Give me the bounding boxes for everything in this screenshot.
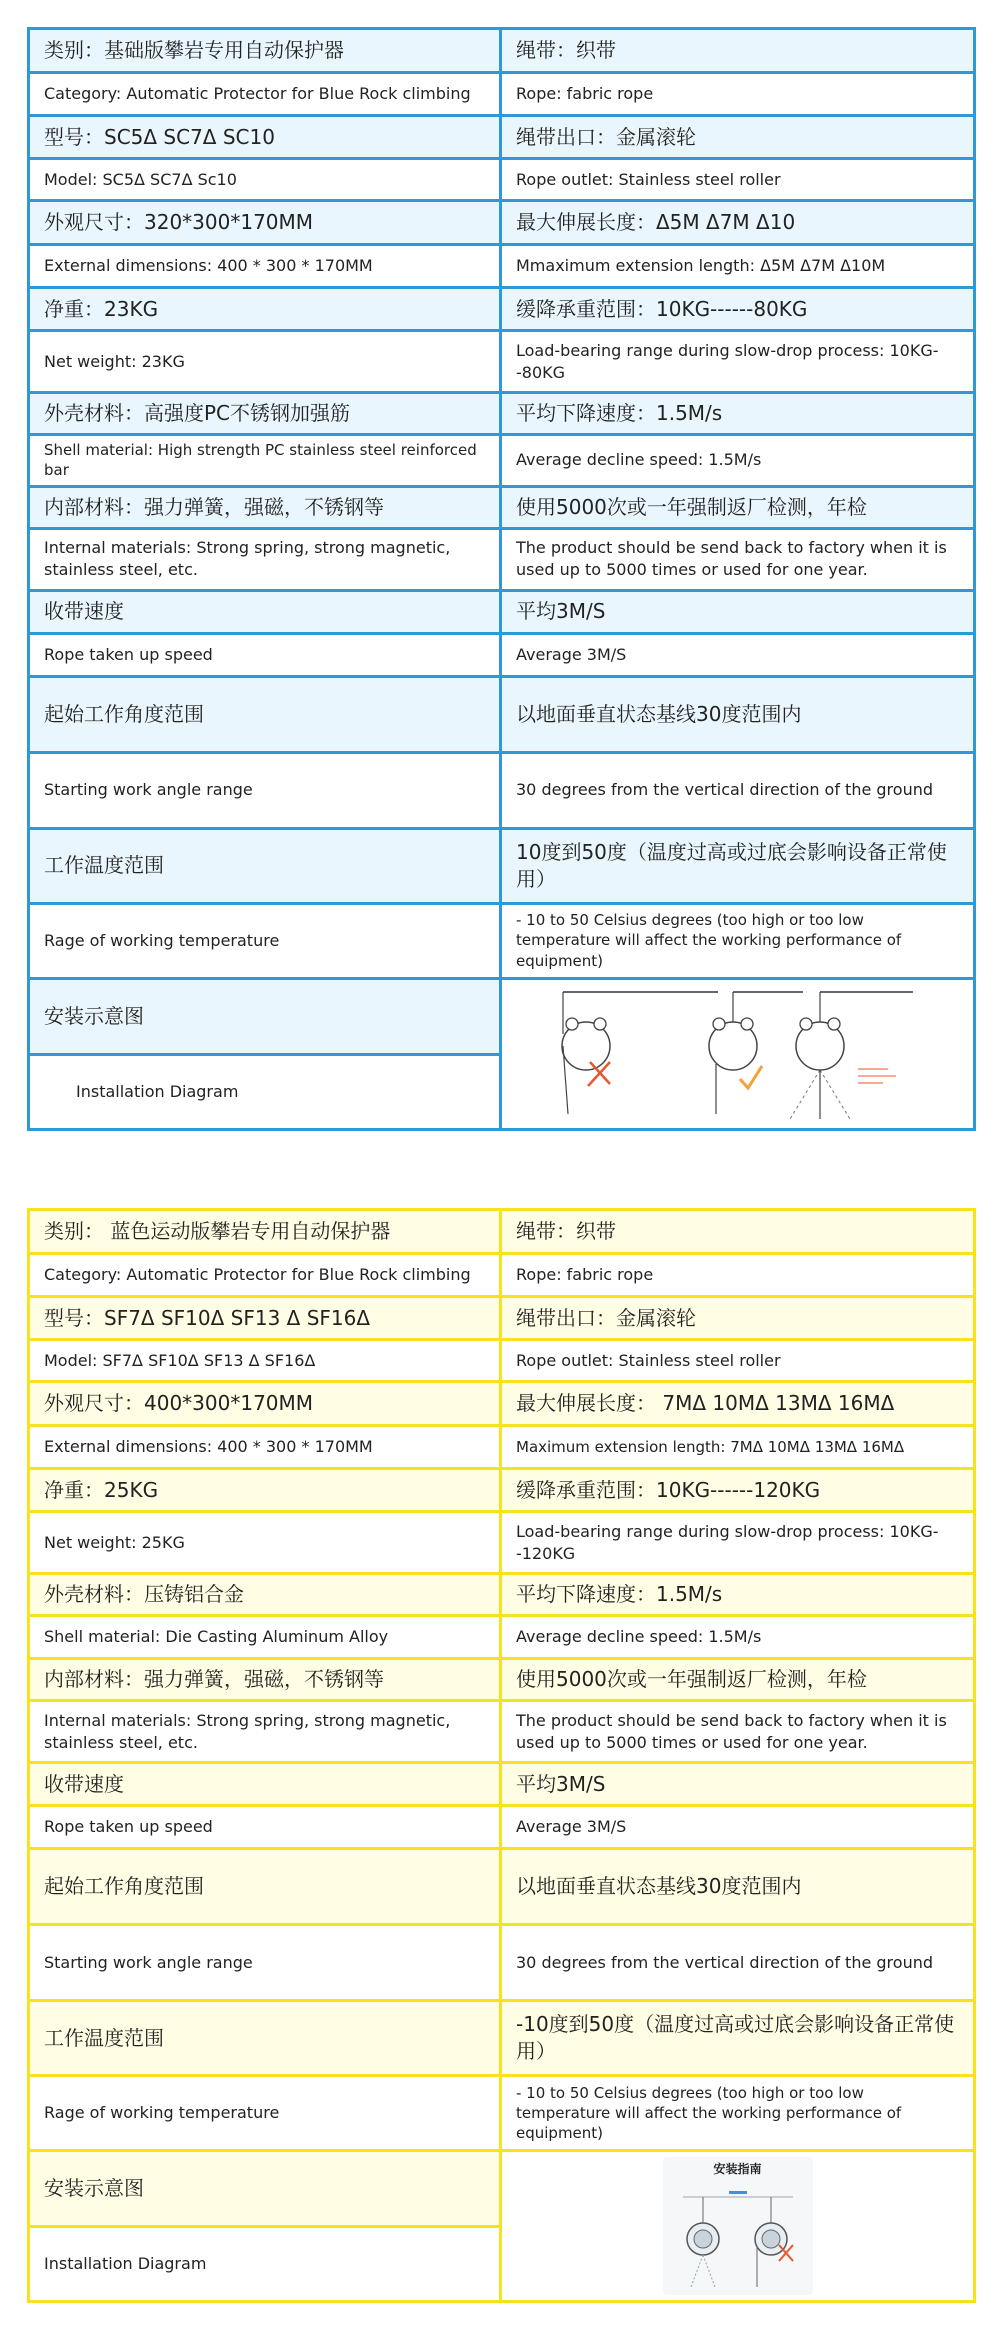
table-row [29,1574,975,1616]
spec-cell-category-zh: 类别： 蓝色运动版攀岩专用自动保护器 [29,1210,501,1254]
table-row [29,435,975,487]
spec-cell-temperature-value-zh: -10度到50度（温度过高或过底会影响设备正常使用） [501,2001,975,2076]
spec-cell-temperature-zh: 工作温度范围 [29,828,501,903]
protector-device-correct [687,2197,719,2287]
spec-cell-rope-zh: 绳带：织带 [501,29,975,73]
angle-note-icon [858,1069,896,1083]
spec-cell-decline-speed-zh: 平均下降速度：1.5M/s [501,1574,975,1616]
spec-cell-angle-zh: 起始工作角度范围 [29,676,501,752]
spec-cell-internal-material-en: Internal materials: Strong spring, strong magnetic, stainless steel, etc. [29,1701,501,1763]
table-row [29,393,975,435]
spec-cell-max-extension-en: Maximum extension length: 7MΔ 10MΔ 13MΔ 16MΔ [501,1426,975,1469]
spec-cell-net-weight-zh: 净重：23KG [29,288,501,331]
table-row [29,1925,975,2001]
spec-cell-internal-material-en: Internal materials: Strong spring, strong magnetic, stainless steel, etc. [29,528,501,590]
spec-cell-load-range-en: Load-bearing range during slow-drop process: 10KG--120KG [501,1512,975,1574]
table-row [29,1382,975,1426]
spec-cell-takeup-value-zh: 平均3M/S [501,590,975,633]
spec-table-body [29,29,975,1130]
table-row [29,1210,975,1254]
installation-guide-title: 安装指南 [713,2162,762,2176]
spec-cell-inspection-en: The product should be send back to factory when it is used up to 5000 times or used for one year. [501,528,975,590]
install-label-zh: 安装示意图 [29,978,501,1054]
table-row [29,288,975,331]
table-row [29,528,975,590]
protector-device-correct [709,992,757,1114]
spec-cell-takeup-speed-zh: 收带速度 [29,1763,501,1806]
spec-cell-decline-speed-zh: 平均下降速度：1.5M/s [501,393,975,435]
table-row [29,331,975,393]
table-row [29,29,975,73]
spec-cell-max-extension-en: Mmaximum extension length: Δ5M Δ7M Δ10M [501,245,975,288]
spec-cell-angle-value-en: 30 degrees from the vertical direction of the ground [501,752,975,828]
table-row [29,1297,975,1340]
installation-guide-svg [663,2157,813,2295]
spec-cell-rope-outlet-en: Rope outlet: Stainless steel roller [501,1340,975,1382]
table-row [29,633,975,676]
spec-cell-temperature-value-en: - 10 to 50 Celsius degrees (too high or too low temperature will affect the working performance of equipment) [501,903,975,978]
spec-cell-angle-zh: 起始工作角度范围 [29,1849,501,1925]
table-row [29,1616,975,1659]
spec-cell-angle-en: Starting work angle range [29,1925,501,2001]
table-row [29,116,975,159]
spec-cell-temperature-en: Rage of working temperature [29,903,501,978]
table-row [29,676,975,752]
spec-cell-model-en: Model: SC5Δ SC7Δ Sc10 [29,159,501,201]
spec-cell-load-range-zh: 缓降承重范围：10KG------120KG [501,1469,975,1512]
spec-cell-load-range-zh: 缓降承重范围：10KG------80KG [501,288,975,331]
installation-diagram-cell [501,978,975,1129]
table-row [29,978,975,1054]
spec-cell-angle-value-en: 30 degrees from the vertical direction of the ground [501,1925,975,2001]
table-row [29,486,975,528]
table-row [29,245,975,288]
spec-table-sport [27,1208,976,2303]
spec-cell-takeup-value-en: Average 3M/S [501,1806,975,1849]
spec-cell-model-en: Model: SF7Δ SF10Δ SF13 Δ SF16Δ [29,1340,501,1382]
spec-cell-rope-en: Rope: fabric rope [501,1254,975,1297]
spec-cell-inspection-zh: 使用5000次或一年强制返厂检测，年检 [501,486,975,528]
table-row [29,752,975,828]
guide-caption-bar [729,2191,747,2194]
spec-table-basic [27,27,976,1131]
spec-cell-dimensions-zh: 外观尺寸：400*300*170MM [29,1382,501,1426]
table-row [29,1806,975,1849]
spec-cell-net-weight-en: Net weight: 25KG [29,1512,501,1574]
spec-cell-model-zh: 型号：SC5Δ SC7Δ SC10 [29,116,501,159]
protector-device-wrong [755,2197,787,2287]
spec-cell-internal-material-zh: 内部材料：强力弹簧，强磁，不锈钢等 [29,1659,501,1701]
spec-cell-temperature-en: Rage of working temperature [29,2076,501,2151]
spec-cell-decline-speed-en: Average decline speed: 1.5M/s [501,1616,975,1659]
table-row [29,1512,975,1574]
table-row [29,201,975,245]
wrong-mark-icon [779,2245,793,2261]
spec-cell-rope-en: Rope: fabric rope [501,73,975,116]
table-row [29,1469,975,1512]
spec-cell-shell-material-en: Shell material: Die Casting Aluminum Alloy [29,1616,501,1659]
table-row [29,2001,975,2076]
install-label-zh: 安装示意图 [29,2151,501,2227]
install-label-en: Installation Diagram [29,2227,501,2302]
table-row [29,1426,975,1469]
spec-cell-rope-outlet-en: Rope outlet: Stainless steel roller [501,159,975,201]
protector-device-angle [790,992,850,1119]
spec-cell-net-weight-en: Net weight: 23KG [29,331,501,393]
spec-cell-takeup-speed-zh: 收带速度 [29,590,501,633]
spec-cell-decline-speed-en: Average decline speed: 1.5M/s [501,435,975,487]
spec-cell-net-weight-zh: 净重：25KG [29,1469,501,1512]
spec-cell-rope-outlet-zh: 绳带出口：金属滚轮 [501,116,975,159]
spec-cell-category-en: Category: Automatic Protector for Blue Rock climbing [29,73,501,116]
installation-diagram [502,984,973,1124]
table-row [29,1701,975,1763]
table-row [29,1340,975,1382]
spec-cell-shell-material-zh: 外壳材料：压铸铝合金 [29,1574,501,1616]
installation-guide-image [663,2157,813,2295]
spec-cell-category-en: Category: Automatic Protector for Blue Rock climbing [29,1254,501,1297]
spec-cell-takeup-value-en: Average 3M/S [501,633,975,676]
spec-cell-temperature-zh: 工作温度范围 [29,2001,501,2076]
install-label-en: Installation Diagram [29,1054,501,1129]
spec-cell-rope-zh: 绳带：织带 [501,1210,975,1254]
spec-cell-dimensions-en: External dimensions: 400 * 300 * 170MM [29,245,501,288]
spec-cell-temperature-value-en: - 10 to 50 Celsius degrees (too high or too low temperature will affect the working performance of equipment) [501,2076,975,2151]
spec-cell-dimensions-en: External dimensions: 400 * 300 * 170MM [29,1426,501,1469]
table-row [29,828,975,903]
spec-cell-inspection-zh: 使用5000次或一年强制返厂检测，年检 [501,1659,975,1701]
check-mark-icon [740,1066,762,1088]
installation-guide-cell [501,2151,975,2302]
installation-guide [502,2157,973,2295]
spec-cell-category-zh: 类别：基础版攀岩专用自动保护器 [29,29,501,73]
spec-cell-takeup-value-zh: 平均3M/S [501,1763,975,1806]
spec-cell-takeup-speed-en: Rope taken up speed [29,1806,501,1849]
spec-cell-angle-value-zh: 以地面垂直状态基线30度范围内 [501,1849,975,1925]
spec-cell-shell-material-zh: 外壳材料：高强度PC不锈钢加强筋 [29,393,501,435]
spec-cell-temperature-value-zh: 10度到50度（温度过高或过底会影响设备正常使用） [501,828,975,903]
table-row [29,2151,975,2227]
spec-cell-internal-material-zh: 内部材料：强力弹簧，强磁，不锈钢等 [29,486,501,528]
spec-cell-inspection-en: The product should be send back to factory when it is used up to 5000 times or used for one year. [501,1701,975,1763]
spec-cell-angle-en: Starting work angle range [29,752,501,828]
table-row [29,159,975,201]
table-row [29,1659,975,1701]
table-row [29,73,975,116]
spec-cell-max-extension-zh: 最大伸展长度：Δ5M Δ7M Δ10 [501,201,975,245]
table-row [29,903,975,978]
spec-table-body [29,1210,975,2302]
installation-diagram-svg [558,984,918,1124]
spec-cell-max-extension-zh: 最大伸展长度： 7MΔ 10MΔ 13MΔ 16MΔ [501,1382,975,1426]
spec-cell-rope-outlet-zh: 绳带出口：金属滚轮 [501,1297,975,1340]
table-row [29,590,975,633]
table-row [29,1849,975,1925]
spec-cell-dimensions-zh: 外观尺寸：320*300*170MM [29,201,501,245]
spec-cell-model-zh: 型号：SF7Δ SF10Δ SF13 Δ SF16Δ [29,1297,501,1340]
spec-cell-takeup-speed-en: Rope taken up speed [29,633,501,676]
table-row [29,1254,975,1297]
spec-cell-shell-material-en: Shell material: High strength PC stainless steel reinforced bar [29,435,501,487]
table-row [29,1763,975,1806]
table-row [29,2076,975,2151]
spec-cell-load-range-en: Load-bearing range during slow-drop process: 10KG--80KG [501,331,975,393]
protector-device-wrong [562,992,610,1114]
spec-cell-angle-value-zh: 以地面垂直状态基线30度范围内 [501,676,975,752]
